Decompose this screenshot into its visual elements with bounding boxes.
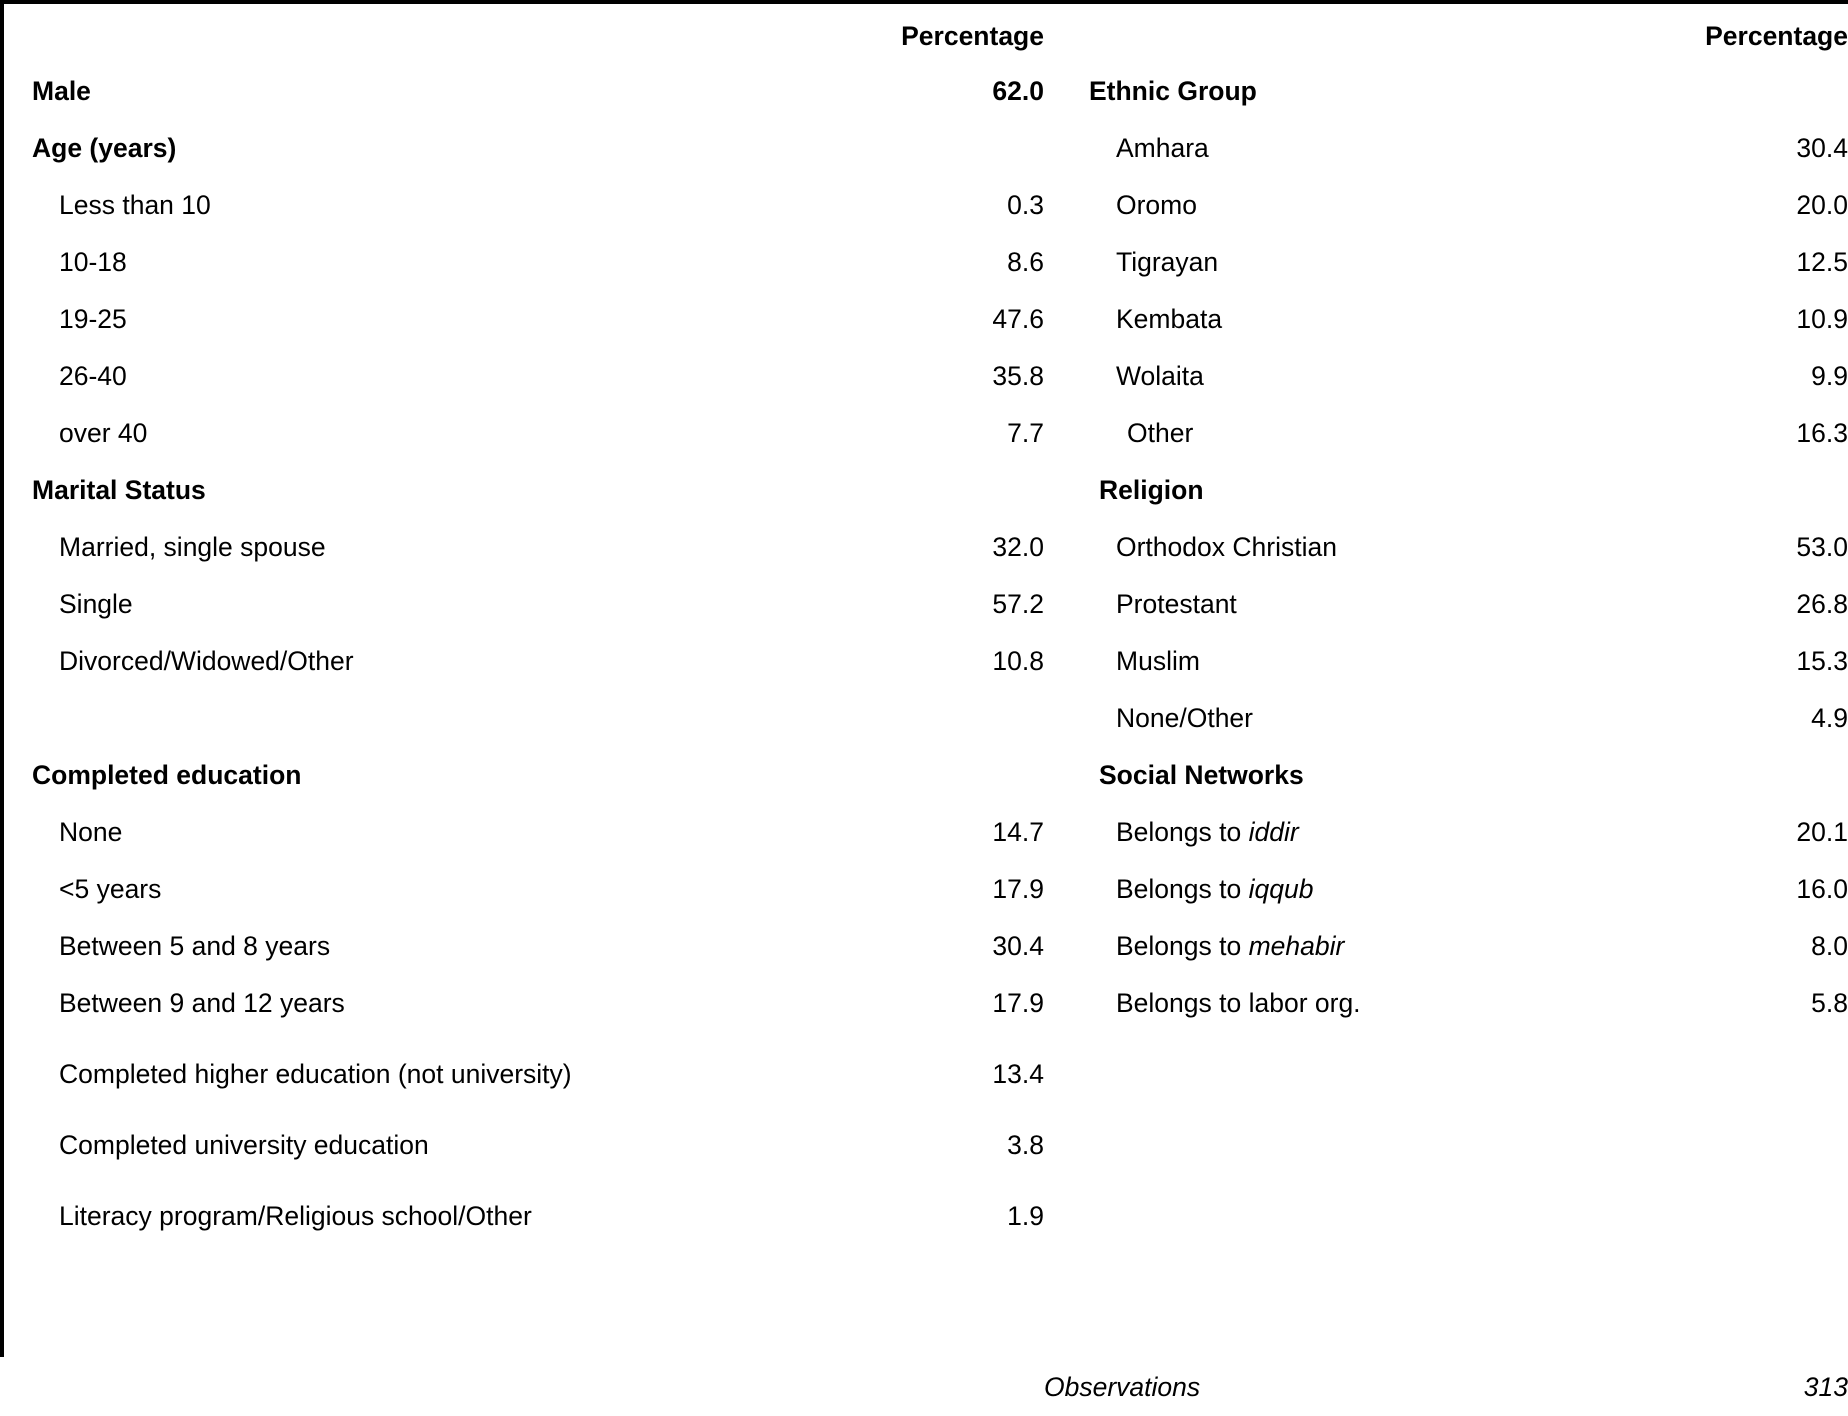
left-empty-cell	[4, 690, 819, 747]
table-row	[4, 177, 1848, 234]
left-row-value: 35.8	[992, 361, 1044, 392]
left-row-label: Single	[59, 589, 133, 620]
table-row	[4, 462, 1848, 519]
left-row-label: Less than 10	[59, 190, 211, 221]
left-row-value: 10.8	[992, 646, 1044, 677]
right-row-value: 15.3	[1796, 646, 1848, 677]
footer-gap-cell-3	[1044, 1259, 1609, 1359]
summary-statistics-table	[4, 10, 1848, 1416]
right-row-label: Kembata	[1116, 304, 1223, 335]
observations-spacer-2	[819, 1359, 1044, 1416]
right-row-value: 30.4	[1796, 133, 1848, 164]
right-empty-cell	[1044, 1032, 1609, 1117]
right-empty-cell	[1044, 1117, 1609, 1174]
table-body	[4, 63, 1848, 1259]
right-italic-term: mehabir	[1248, 931, 1345, 962]
left-row-value	[819, 690, 1044, 747]
right-row-value: 20.1	[1796, 817, 1848, 848]
right-row-label: Religion	[1099, 475, 1204, 506]
right-row-label: Muslim	[1116, 646, 1200, 677]
footer-gap-cell-1	[4, 1259, 819, 1359]
right-row-value	[1609, 1032, 1848, 1117]
right-row-value: 9.9	[1811, 361, 1848, 392]
right-row-value: 5.8	[1811, 988, 1848, 1019]
table-row	[4, 690, 1848, 747]
right-row-value: 20.0	[1796, 190, 1848, 221]
left-row-value: 13.4	[992, 1059, 1044, 1090]
right-row-label: Orthodox Christian	[1116, 532, 1337, 563]
table-row	[4, 1174, 1848, 1259]
footer-gap-cell-2	[819, 1259, 1044, 1359]
table-row	[4, 861, 1848, 918]
observations-label: Observations	[1044, 1372, 1201, 1403]
right-row-value	[1609, 1174, 1848, 1259]
left-row-label: <5 years	[59, 874, 162, 905]
table-row	[4, 519, 1848, 576]
left-row-value: 32.0	[992, 532, 1044, 563]
left-row-label: Marital Status	[32, 475, 206, 506]
right-row-label: Amhara	[1116, 133, 1209, 164]
left-label-header	[4, 10, 819, 63]
left-row-label: 19-25	[59, 304, 127, 335]
left-row-label: Male	[32, 76, 91, 107]
right-row-value	[1609, 1117, 1848, 1174]
right-row-label: Protestant	[1116, 589, 1237, 620]
left-row-label: None	[59, 817, 123, 848]
left-row-value: 7.7	[1007, 418, 1044, 449]
left-row-label: Age (years)	[32, 133, 177, 164]
table-row	[4, 1032, 1848, 1117]
footer-gap-cell-4	[1609, 1259, 1848, 1359]
table-row	[4, 234, 1848, 291]
left-row-value: 8.6	[1007, 247, 1044, 278]
right-row-label: Oromo	[1116, 190, 1197, 221]
right-row-value	[1609, 63, 1848, 120]
left-row-value: 3.8	[1007, 1130, 1044, 1161]
right-row-label: Other	[1127, 418, 1194, 449]
left-row-value: 1.9	[1007, 1201, 1044, 1232]
right-italic-term: iqqub	[1248, 874, 1314, 905]
right-row-label: Belongs to mehabir	[1116, 931, 1345, 962]
left-row-label: Completed higher education (not university)	[59, 1058, 572, 1089]
right-row-label: Social Networks	[1099, 760, 1304, 791]
table-row	[4, 63, 1848, 120]
table-row	[4, 747, 1848, 804]
left-row-label: Completed education	[32, 760, 302, 791]
right-row-label: Belongs to labor org.	[1116, 988, 1361, 1019]
right-row-value: 16.3	[1796, 418, 1848, 449]
right-row-value: 8.0	[1811, 931, 1848, 962]
right-row-label: Ethnic Group	[1089, 76, 1257, 107]
left-row-value	[819, 747, 1044, 804]
observations-row	[4, 1359, 1848, 1416]
table-row	[4, 405, 1848, 462]
table-footer	[4, 1259, 1848, 1416]
left-row-label: Between 9 and 12 years	[59, 988, 345, 1019]
left-row-label: over 40	[59, 418, 148, 449]
table-row	[4, 918, 1848, 975]
left-row-value: 17.9	[992, 988, 1044, 1019]
left-row-label: Completed university education	[59, 1130, 429, 1161]
right-row-value: 16.0	[1796, 874, 1848, 905]
right-row-label: Wolaita	[1116, 361, 1204, 392]
right-row-label: Belongs to iddir	[1116, 817, 1299, 848]
right-percentage-header: Percentage	[1705, 21, 1848, 52]
left-row-value: 14.7	[992, 817, 1044, 848]
left-row-label: 26-40	[59, 361, 127, 392]
table-row	[4, 291, 1848, 348]
footer-gap-row	[4, 1259, 1848, 1359]
left-row-value: 30.4	[992, 931, 1044, 962]
table-row	[4, 804, 1848, 861]
left-row-label: Divorced/Widowed/Other	[59, 646, 354, 677]
left-row-value	[819, 462, 1044, 519]
right-row-value	[1609, 747, 1848, 804]
left-percentage-header: Percentage	[901, 21, 1044, 52]
table-row	[4, 975, 1848, 1032]
right-italic-term: iddir	[1248, 817, 1299, 848]
table-row	[4, 348, 1848, 405]
right-row-value: 12.5	[1796, 247, 1848, 278]
right-row-label: Belongs to iqqub	[1116, 874, 1314, 905]
right-row-value: 4.9	[1811, 703, 1848, 734]
right-row-value: 10.9	[1796, 304, 1848, 335]
header-row	[4, 10, 1848, 63]
left-row-label: Between 5 and 8 years	[59, 931, 331, 962]
table-row	[4, 120, 1848, 177]
left-row-label: 10-18	[59, 247, 127, 278]
right-label-header	[1044, 10, 1609, 63]
observations-spacer-1	[4, 1359, 819, 1416]
right-row-label: None/Other	[1116, 703, 1253, 734]
left-row-value: 17.9	[992, 874, 1044, 905]
observations-value: 313	[1803, 1372, 1848, 1403]
right-row-value	[1609, 462, 1848, 519]
right-row-label: Tigrayan	[1116, 247, 1219, 278]
left-row-value: 47.6	[992, 304, 1044, 335]
table-header	[4, 10, 1848, 63]
left-row-value	[819, 120, 1044, 177]
table-row	[4, 1117, 1848, 1174]
table-row	[4, 576, 1848, 633]
left-row-value: 57.2	[992, 589, 1044, 620]
table-row	[4, 633, 1848, 690]
left-row-label: Literacy program/Religious school/Other	[59, 1200, 532, 1231]
left-row-value: 0.3	[1007, 190, 1044, 221]
right-row-value: 26.8	[1796, 589, 1848, 620]
right-empty-cell	[1044, 1174, 1609, 1259]
right-row-value: 53.0	[1796, 532, 1848, 563]
left-row-value: 62.0	[992, 76, 1044, 107]
left-row-label: Married, single spouse	[59, 532, 326, 563]
